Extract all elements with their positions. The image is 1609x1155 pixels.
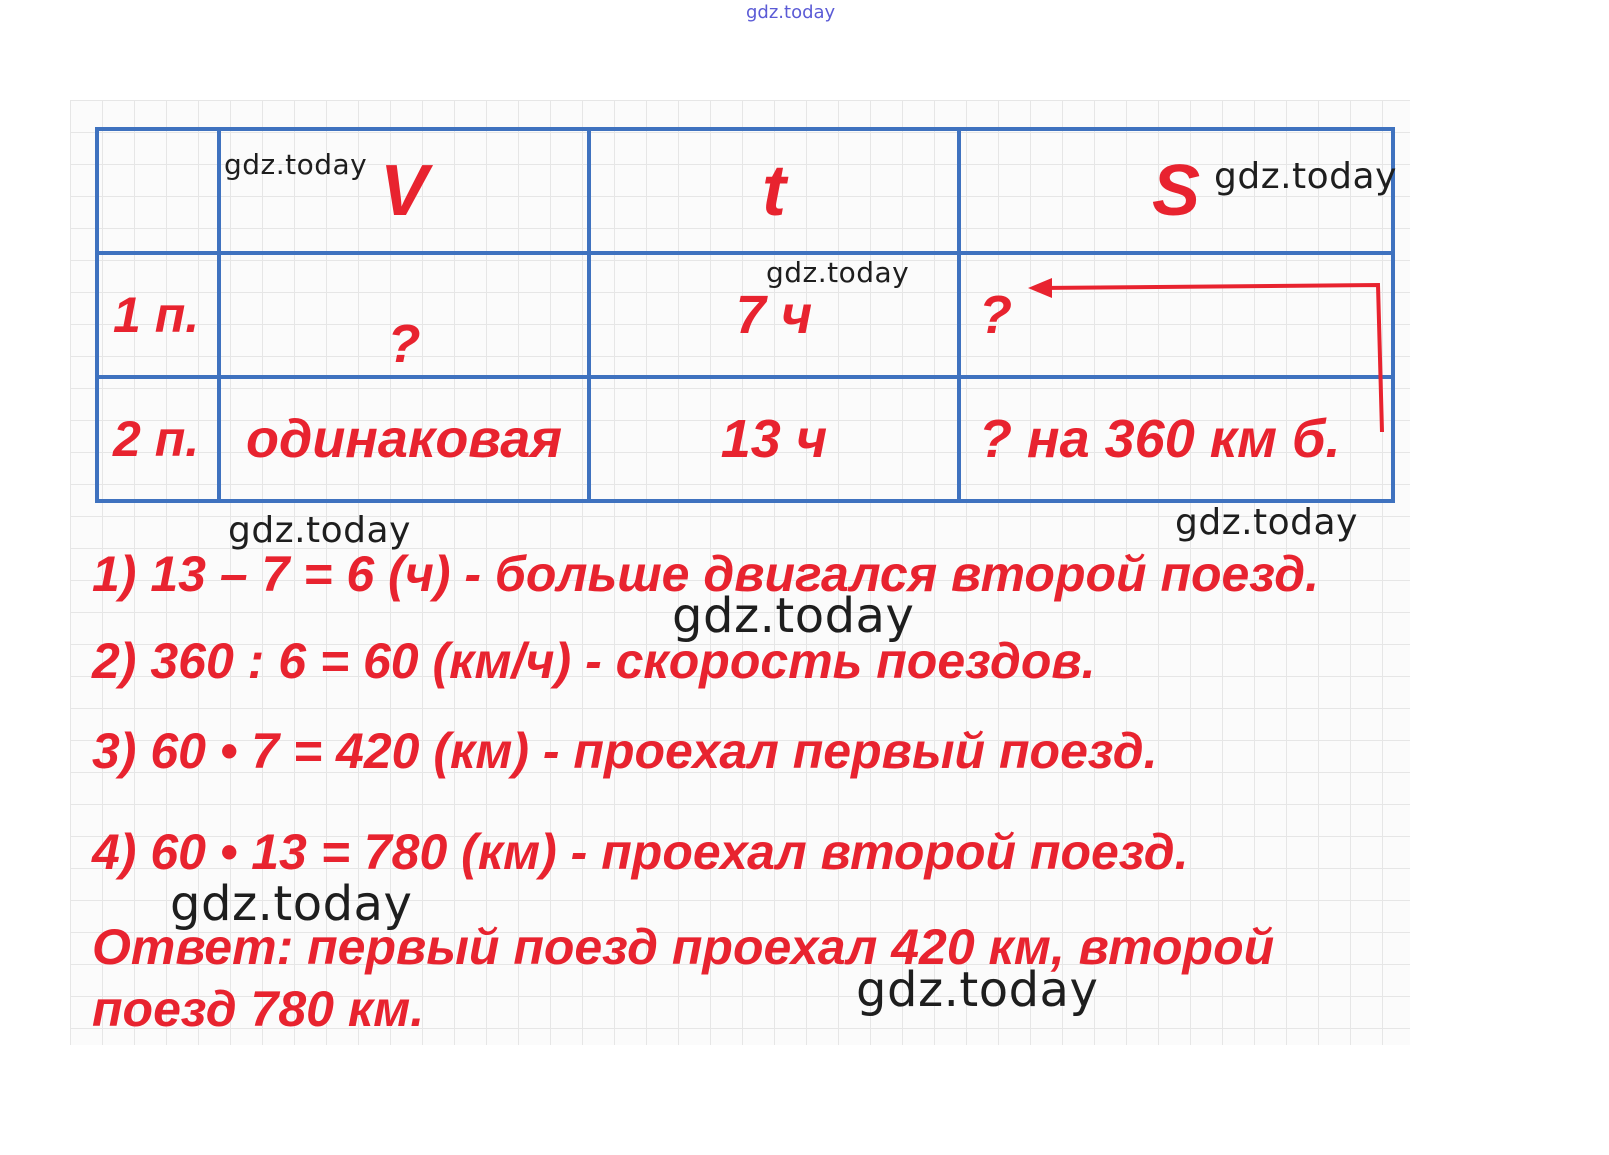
speed-train-2: одинаковая [219, 377, 589, 501]
answer-line-2: поезд 780 км. [92, 981, 425, 1037]
row-label-1: 1 п. [97, 253, 219, 377]
watermark: gdz.today [856, 962, 1099, 1018]
watermark: gdz.today [672, 588, 915, 644]
data-table [95, 127, 1395, 503]
distance-train-1: ? [959, 253, 1393, 377]
header-time: t [589, 129, 959, 253]
header-empty [97, 129, 219, 253]
row-train-2 [97, 377, 1393, 501]
solution-step-1: 1) 13 – 7 = 6 (ч) - больше двигался второй поезд. [92, 546, 1320, 602]
answer-line-1: Ответ: первый поезд проехал 420 км, второй [92, 919, 1275, 975]
solution-step-4: 4) 60 • 13 = 780 (км) - проехал второй поезд. [92, 824, 1189, 880]
watermark: gdz.today [170, 876, 413, 932]
watermark: gdz.today [228, 510, 411, 551]
watermark: gdz.today [766, 256, 910, 289]
watermark: gdz.today [224, 148, 368, 181]
watermark: gdz.today [1175, 502, 1358, 543]
header-distance: S [959, 129, 1393, 253]
time-train-2: 13 ч [589, 377, 959, 501]
speed-unknown-mark: ? [387, 314, 421, 374]
watermark: gdz.today [1214, 156, 1397, 197]
solution-step-3: 3) 60 • 7 = 420 (км) - проехал первый поезд. [92, 723, 1158, 779]
top-watermark: gdz.today [746, 2, 836, 23]
distance-train-2: ? на 360 км б. [959, 377, 1393, 501]
time-train-1: 7 ч [589, 253, 959, 377]
solution-step-2: 2) 360 : 6 = 60 (км/ч) - скорость поездов. [92, 633, 1096, 689]
row-label-2: 2 п. [97, 377, 219, 501]
row-train-1 [97, 253, 1393, 377]
speed-unknown [219, 253, 589, 377]
header-speed: V [219, 129, 589, 253]
